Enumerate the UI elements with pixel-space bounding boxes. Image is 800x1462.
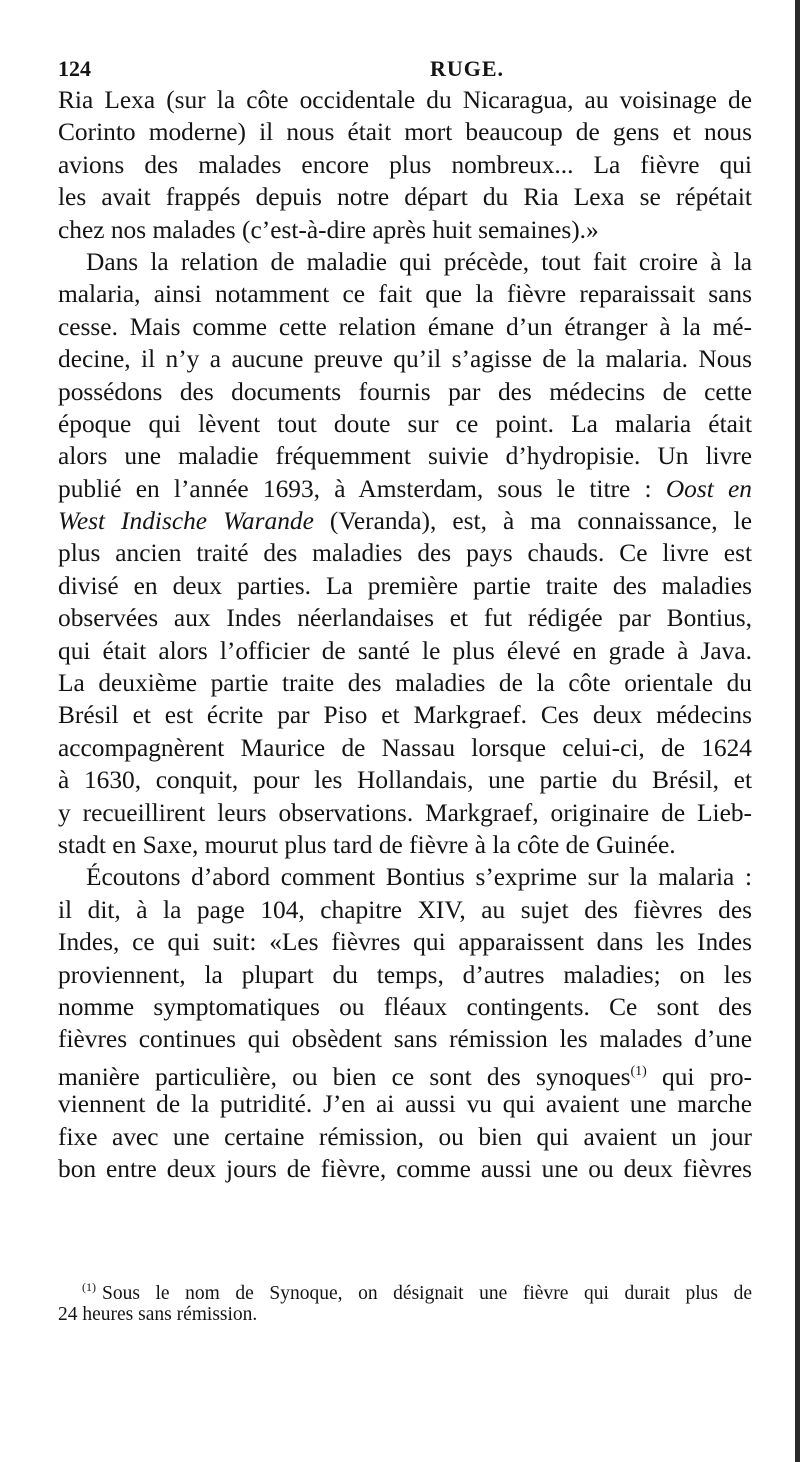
text-segment: (Veranda), est, à ma connaissance, le xyxy=(329,507,752,536)
text-line: bon entre deux jours de fièvre, comme aussi une ou deux fièvres xyxy=(58,1154,752,1183)
text-line: La deuxième partie traite des maladies de la côte orientale du xyxy=(58,669,752,698)
text-line xyxy=(58,473,752,505)
text-line: Ria Lexa (sur la côte occidentale du Nicaragua, au voisinage de xyxy=(58,86,752,114)
text-line: proviennent, la plupart du temps, d’autres maladies; on les xyxy=(58,960,752,989)
footnote-text: Sous le nom de Synoque, on désignait une fièvre qui durait plus de xyxy=(102,1283,752,1304)
text-segment: publié en l’année 1693, à Amsterdam, sous le titre : xyxy=(58,474,652,503)
text-line: Brésil et est écrite par Piso et Markgraef. Ces deux médecins xyxy=(58,701,752,730)
text-line: decine, il n’y a aucune preuve qu’il s’agisse de la malaria. Nous xyxy=(58,345,752,374)
text-line: fièvres continues qui obsèdent sans rémission les malades d’une xyxy=(58,1025,752,1054)
text-line: stadt en Saxe, mourut plus tard de fièvre à la côte de Guinée. xyxy=(58,830,676,859)
text-line: y recueillirent leurs observations. Markgraef, originaire de Lieb- xyxy=(58,798,752,827)
page-number: 124 xyxy=(58,56,91,81)
text-line: possédons des documents fournis par des médecins de cette xyxy=(58,377,752,406)
text-line: il dit, à la page 104, chapitre XIV, au sujet des fièvres des xyxy=(58,895,752,924)
text-line: cesse. Mais comme cette relation émane d’un étranger à la mé- xyxy=(58,312,752,341)
text-line: Indes, ce qui suit: «Les fièvres qui apparaissent dans les Indes xyxy=(58,928,752,957)
footnote xyxy=(58,1274,752,1328)
text-line: alors une maladie fréquemment suivie d’hydropisie. Un livre xyxy=(58,442,752,471)
text-line: à 1630, conquit, pour les Hollandais, une partie du Brésil, et xyxy=(58,766,752,795)
text-line: malaria, ainsi notamment ce fait que la fièvre reparaissait sans xyxy=(58,280,752,309)
text-line: chez nos malades (c’est-à-dire après huit semaines).» xyxy=(58,215,599,244)
running-title: RUGE. xyxy=(430,56,505,81)
text-line xyxy=(58,505,752,537)
text-line xyxy=(58,1056,752,1091)
text-segment: qui pro- xyxy=(662,1062,752,1091)
text-line: avions des malades encore plus nombreux... La fièvre qui xyxy=(58,150,752,179)
text-segment: manière particulière, ou bien ce sont des synoques xyxy=(58,1062,631,1091)
text-line: époque qui lèvent tout doute sur ce point. La malaria était xyxy=(58,409,752,438)
page-header xyxy=(58,56,752,86)
book-title-italic: West Indische Warande xyxy=(58,507,314,536)
footnote-mark: (1) xyxy=(82,1280,96,1294)
text-line: Dans la relation de maladie qui précède, tout fait croire à la xyxy=(86,247,752,276)
book-title-italic: Oost en xyxy=(665,474,752,503)
text-line: Corinto moderne) il nous était mort beaucoup de gens et nous xyxy=(58,118,752,147)
text-line: les avait frappés depuis notre départ du Ria Lexa se répétait xyxy=(58,183,752,212)
text-line: plus ancien traité des maladies des pays chauds. Ce livre est xyxy=(58,539,752,568)
text-line: nomme symptomatiques ou fléaux contingents. Ce sont des xyxy=(58,992,752,1021)
body-text xyxy=(58,84,752,1185)
text-line: divisé en deux parties. La première partie traite des maladies xyxy=(58,571,752,600)
page-edge-shadow xyxy=(795,0,800,1462)
footnote-reference: (1) xyxy=(630,1063,647,1079)
footnote-line xyxy=(58,1274,752,1304)
text-line: observées aux Indes néerlandaises et fut rédigée par Bontius, xyxy=(58,604,752,633)
text-line: qui était alors l’officier de santé le plus élevé en grade à Java. xyxy=(58,636,752,665)
footnote-line: 24 heures sans rémission. xyxy=(58,1304,258,1325)
text-line: fixe avec une certaine rémission, ou bien qui avaient un jour xyxy=(58,1122,752,1151)
text-line: accompagnèrent Maurice de Nassau lorsque celui-ci, de 1624 xyxy=(58,733,752,762)
text-line: viennent de la putridité. J’en ai aussi vu qui avaient une marche xyxy=(58,1090,752,1119)
text-line: Écoutons d’abord comment Bontius s’exprime sur la malaria : xyxy=(86,863,752,892)
